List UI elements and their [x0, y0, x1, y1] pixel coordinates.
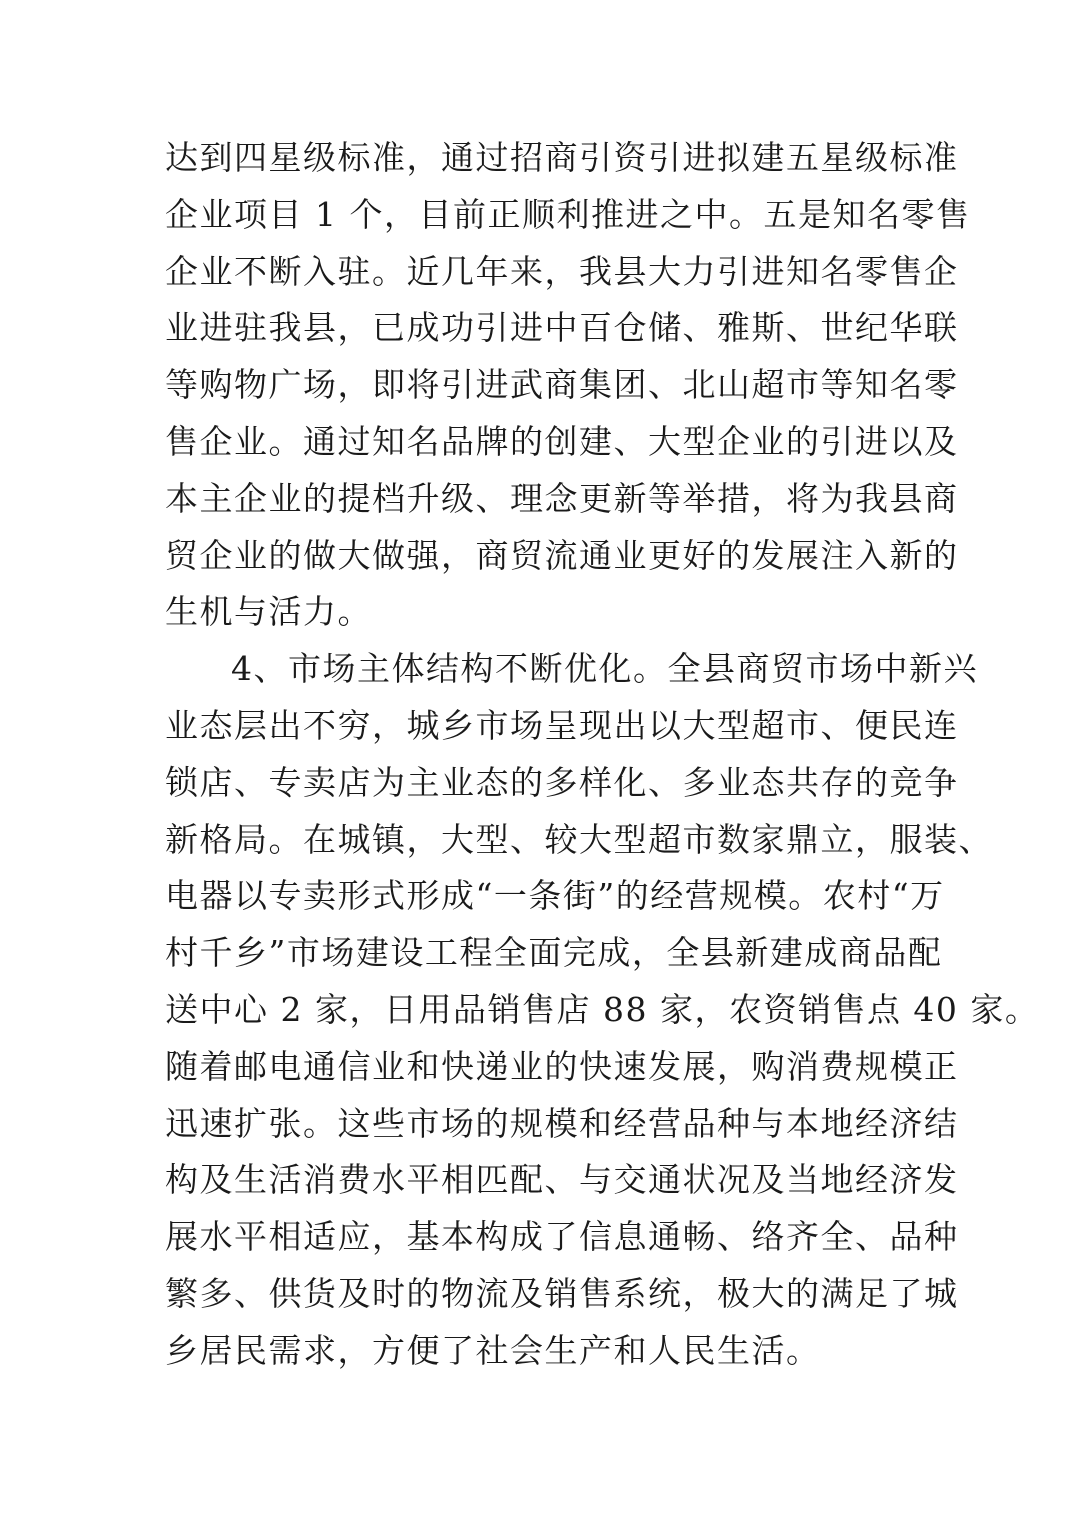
text-line: 本主企业的提档升级、理念更新等举措，将为我县商	[165, 478, 959, 518]
text-line: 构及生活消费水平相匹配、与交通状况及当地经济发	[165, 1160, 959, 1200]
text-line: 等购物广场，即将引进武商集团、北山超市等知名零	[165, 365, 959, 405]
text-line: 随着邮电通信业和快递业的快速发展，购消费规模正	[165, 1046, 959, 1086]
text-line: 达到四星级标准，通过招商引资引进拟建五星级标准	[165, 138, 959, 177]
text-line: 新格局。在城镇，大型、较大型超市数家鼎立，服装、	[165, 819, 993, 859]
body-text	[165, 130, 1040, 1380]
text-line: 乡居民需求，方便了社会生产和人民生活。	[165, 1330, 821, 1370]
text-line: 锁店、专卖店为主业态的多样化、多业态共存的竞争	[165, 762, 959, 802]
text-line: 繁多、供货及时的物流及销售系统，极大的满足了城	[165, 1273, 959, 1313]
text-line: 电器以专卖形式形成“一条街”的经营规模。农村“万	[165, 876, 945, 916]
paragraph-first-line: 4、市场主体结构不断优化。全县商贸市场中新兴	[231, 649, 978, 689]
text-line: 送中心 2 家，日用品销售店 88 家，农资销售点 40 家。	[165, 989, 1040, 1029]
text-line: 企业不断入驻。近几年来，我县大力引进知名零售企	[165, 251, 959, 291]
text-line: 贸企业的做大做强，商贸流通业更好的发展注入新的	[165, 535, 959, 575]
text-line: 迅速扩张。这些市场的规模和经营品种与本地经济结	[165, 1103, 959, 1143]
text-line: 生机与活力。	[165, 592, 372, 632]
text-line: 企业项目 1 个，目前正顺利推进之中。五是知名零售	[165, 194, 971, 234]
text-line: 业态层出不穷，城乡市场呈现出以大型超市、便民连	[165, 705, 959, 745]
text-line: 业进驻我县，已成功引进中百仓储、雅斯、世纪华联	[165, 308, 959, 348]
text-line: 展水平相适应，基本构成了信息通畅、络齐全、品种	[165, 1217, 959, 1257]
text-line: 售企业。通过知名品牌的创建、大型企业的引进以及	[165, 421, 959, 461]
text-line: 村千乡”市场建设工程全面完成，全县新建成商品配	[165, 933, 943, 973]
